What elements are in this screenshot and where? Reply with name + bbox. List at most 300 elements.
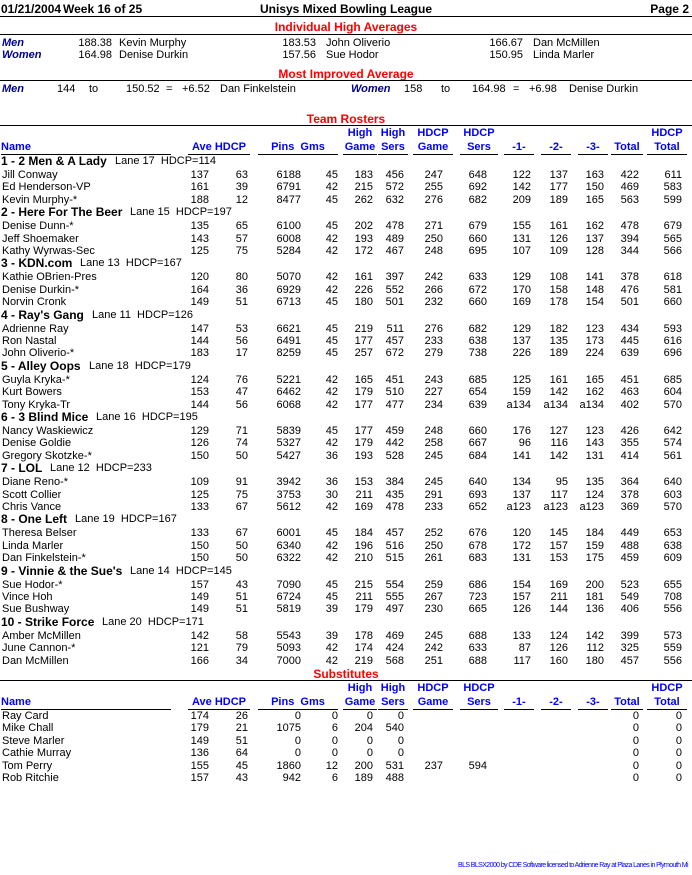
col-name-header: Name <box>1 141 31 153</box>
cell-average: 137 <box>190 169 209 181</box>
cell-game-3: 224 <box>585 347 604 360</box>
cell-game-1: 159 <box>512 386 531 399</box>
table-row <box>0 747 692 759</box>
table-row <box>0 630 692 642</box>
cell-game-3: a123 <box>579 501 604 513</box>
table-row <box>0 347 692 359</box>
cell-hdcp-series: 648 <box>468 169 487 181</box>
cell-game-1: 96 <box>518 437 531 450</box>
cell-hdcp-total: 556 <box>663 654 682 667</box>
improved-women-label: Women <box>351 83 391 95</box>
cell-player-name: Amber McMillen <box>2 629 81 642</box>
cell-player-name: Dan McMillen <box>2 654 69 667</box>
cell-games: 42 <box>325 437 338 450</box>
cell-game-1: 170 <box>512 283 531 296</box>
cell-total: 369 <box>620 501 639 513</box>
cell-hdcp-game: 234 <box>424 398 443 411</box>
high-avg-value: 183.53 <box>282 37 316 49</box>
team-name: 8 - One Left <box>1 512 68 527</box>
cell-hdcp-series: 683 <box>468 552 487 565</box>
high-avg-name: Kevin Murphy <box>119 37 187 49</box>
col-game-1-header: -1- <box>512 696 526 708</box>
cell-handicap: 43 <box>235 578 248 591</box>
cell-game-3: 123 <box>585 425 604 437</box>
cell-total: 422 <box>620 169 639 181</box>
cell-game-3: 131 <box>585 449 604 462</box>
team-name: 5 - Alley Oops <box>1 358 81 373</box>
cell-hdcp-series: 679 <box>468 220 487 233</box>
cell-games: 42 <box>325 373 338 386</box>
cell-total: 501 <box>620 296 639 309</box>
cell-high-series: 467 <box>385 245 404 257</box>
cell-pins: 6068 <box>276 398 301 411</box>
cell-high-series: 424 <box>385 642 404 655</box>
cell-hdcp-game: 245 <box>424 476 443 489</box>
high-avg-name: Linda Marler <box>533 49 595 61</box>
high-averages-title: Individual High Averages <box>274 20 418 34</box>
cell-hdcp-game: 259 <box>424 578 443 591</box>
cell-pins: 0 <box>294 710 301 722</box>
cell-hdcp-series: 640 <box>468 476 487 489</box>
cell-game-3: 143 <box>585 437 604 450</box>
table-row <box>0 552 692 564</box>
cell-game-2: 144 <box>549 603 568 616</box>
col-hdcp-game-header: Game <box>417 696 449 708</box>
cell-high-series: 572 <box>385 181 404 194</box>
cell-high-game: 0 <box>366 710 373 722</box>
team-lane-hdcp: Lane 20 HDCP=171 <box>102 615 204 628</box>
cell-games: 45 <box>325 347 338 360</box>
cell-handicap: 21 <box>235 722 248 735</box>
col-high-sers-header: Sers <box>381 696 405 708</box>
cell-hdcp-game: 267 <box>424 591 443 603</box>
col-high-game-header: Game <box>344 141 376 153</box>
team-name: 9 - Vinnie & the Sue's <box>1 563 123 578</box>
cell-hdcp-game: 291 <box>424 488 443 501</box>
cell-total: 414 <box>620 449 639 462</box>
team-name: 3 - KDN.com <box>1 256 73 271</box>
cell-pins: 5543 <box>276 629 301 642</box>
cell-hdcp-total: 583 <box>663 181 682 194</box>
cell-game-2: 126 <box>549 642 568 655</box>
cell-hdcp-series: 654 <box>468 386 487 399</box>
cell-games: 45 <box>325 169 338 181</box>
cell-high-series: 489 <box>385 232 404 245</box>
cell-hdcp-game: 242 <box>424 642 443 655</box>
cell-hdcp-game: 252 <box>424 527 443 540</box>
cell-hdcp-total: 0 <box>675 734 682 747</box>
team-lane-hdcp: Lane 14 HDCP=145 <box>130 564 232 577</box>
cell-average: 174 <box>190 710 209 722</box>
cell-game-1: 107 <box>512 245 531 257</box>
cell-high-series: 435 <box>385 488 404 501</box>
cell-handicap: 76 <box>235 373 248 386</box>
cell-game-1: 226 <box>512 347 531 360</box>
cell-pins: 0 <box>294 734 301 747</box>
table-row <box>0 735 692 747</box>
cell-games: 45 <box>325 527 338 540</box>
cell-pins: 1860 <box>276 759 301 772</box>
cell-game-3: 165 <box>585 193 604 206</box>
col-name-header: Name <box>1 696 31 708</box>
team-header <box>0 360 692 373</box>
team-lane-hdcp: Lane 12 HDCP=233 <box>50 462 152 475</box>
cell-player-name: Guyla Kryka-* <box>2 373 70 386</box>
improved-men-diff: +6.52 <box>182 83 210 95</box>
cell-hdcp-series: 738 <box>468 347 487 360</box>
cell-handicap: 64 <box>235 747 248 760</box>
cell-hdcp-total: 574 <box>663 437 682 450</box>
cell-pins: 3942 <box>276 476 301 489</box>
cell-high-game: 226 <box>354 283 373 296</box>
cell-total: 639 <box>620 347 639 360</box>
cell-handicap: 74 <box>235 437 248 450</box>
cell-high-series: 672 <box>385 347 404 360</box>
col-hdcp-sers-header-line1: HDCP <box>463 127 495 139</box>
cell-average: 179 <box>190 722 209 735</box>
cell-player-name: Kevin Murphy-* <box>2 193 78 206</box>
col-high-game-header-line1: High <box>347 682 373 694</box>
cell-game-2: 169 <box>549 578 568 591</box>
cell-total: 0 <box>632 772 639 784</box>
cell-handicap: 80 <box>235 271 248 284</box>
cell-game-2: 158 <box>549 283 568 296</box>
cell-game-2: a123 <box>543 501 568 513</box>
cell-game-1: 131 <box>512 552 531 565</box>
col-hdcp-sers-header: Sers <box>467 696 491 708</box>
cell-games: 36 <box>325 449 338 462</box>
cell-pins: 7000 <box>276 654 301 667</box>
team-header <box>0 411 692 424</box>
cell-high-game: 193 <box>354 449 373 462</box>
cell-hdcp-total: 604 <box>663 386 682 399</box>
cell-high-series: 488 <box>385 772 404 784</box>
cell-pins: 942 <box>282 772 301 784</box>
cell-handicap: 12 <box>235 193 248 206</box>
cell-player-name: Denise Dunn-* <box>2 220 74 233</box>
cell-total: 364 <box>620 476 639 489</box>
cell-total: 0 <box>632 722 639 735</box>
cell-hdcp-series: 665 <box>468 603 487 616</box>
table-row <box>0 169 692 181</box>
cell-average: 161 <box>190 181 209 194</box>
cell-pins: 5427 <box>276 449 301 462</box>
col-ave-hdcp-header: Ave HDCP <box>192 141 246 153</box>
cell-high-series: 457 <box>385 527 404 540</box>
high-avg-value: 150.95 <box>489 49 523 61</box>
cell-hdcp-total: 0 <box>675 722 682 735</box>
men-label: Men <box>2 37 24 49</box>
team-header <box>0 616 692 629</box>
cell-total: 0 <box>632 747 639 760</box>
cell-hdcp-series: 676 <box>468 527 487 540</box>
cell-hdcp-total: 0 <box>675 710 682 722</box>
cell-game-3: a134 <box>579 398 604 411</box>
cell-average: 124 <box>190 373 209 386</box>
col-high-game-header: Game <box>344 696 376 708</box>
cell-handicap: 56 <box>235 335 248 347</box>
cell-high-series: 528 <box>385 449 404 462</box>
cell-games: 6 <box>331 722 338 735</box>
cell-game-2: 161 <box>549 373 568 386</box>
cell-pins: 3753 <box>276 488 301 501</box>
cell-game-1: 142 <box>512 181 531 194</box>
cell-hdcp-series: 639 <box>468 398 487 411</box>
improved-women-to-word: to <box>441 83 451 95</box>
cell-game-3: 135 <box>585 476 604 489</box>
high-averages-rule <box>0 34 692 35</box>
cell-player-name: Denise Durkin-* <box>2 283 80 296</box>
report-date: 01/21/2004 <box>1 2 62 16</box>
cell-player-name: Diane Reno-* <box>2 476 69 489</box>
cell-pins: 6791 <box>276 181 301 194</box>
cell-hdcp-game: 233 <box>424 501 443 513</box>
cell-player-name: Sue Hodor-* <box>2 578 63 591</box>
cell-average: 155 <box>190 759 209 772</box>
col-high-sers-header-line1: High <box>380 682 406 694</box>
cell-hdcp-game: 279 <box>424 347 443 360</box>
cell-hdcp-game: 245 <box>424 629 443 642</box>
cell-hdcp-series: 682 <box>468 322 487 335</box>
high-avg-value: 188.38 <box>78 37 112 49</box>
col-game-1-header: -1- <box>512 141 526 153</box>
cell-hdcp-series: 723 <box>468 591 487 603</box>
cell-average: 153 <box>190 386 209 399</box>
cell-high-game: 161 <box>354 271 373 284</box>
cell-game-1: a134 <box>506 398 531 411</box>
cell-pins: 6100 <box>276 220 301 233</box>
cell-handicap: 47 <box>235 386 248 399</box>
table-row <box>0 489 692 501</box>
cell-hdcp-game: 258 <box>424 437 443 450</box>
cell-high-game: 184 <box>354 527 373 540</box>
team-lane-hdcp: Lane 17 HDCP=114 <box>115 155 217 167</box>
cell-pins: 8477 <box>276 193 301 206</box>
cell-hdcp-game: 255 <box>424 181 443 194</box>
cell-pins: 5093 <box>276 642 301 655</box>
cell-average: 166 <box>190 654 209 667</box>
cell-high-game: 179 <box>354 437 373 450</box>
table-row <box>0 425 692 437</box>
table-row <box>0 527 692 539</box>
cell-hdcp-total: 611 <box>664 169 682 181</box>
cell-player-name: Kathy Wyrwas-Sec <box>2 245 95 257</box>
cell-total: 523 <box>620 578 639 591</box>
col-hdcp-sers-header-line1: HDCP <box>463 682 495 694</box>
cell-hdcp-total: 616 <box>663 335 682 347</box>
cell-player-name: Scott Collier <box>2 488 62 501</box>
cell-hdcp-game: 276 <box>424 322 443 335</box>
team-header <box>0 462 692 475</box>
col-hdcp-total-header: Total <box>654 696 680 708</box>
cell-high-game: 202 <box>354 220 373 233</box>
cell-high-game: 0 <box>366 734 373 747</box>
improved-men-from: 144 <box>57 83 76 95</box>
cell-hdcp-total: 696 <box>663 347 682 360</box>
cell-game-2: 145 <box>549 527 568 540</box>
cell-average: 136 <box>190 747 209 760</box>
col-total-header: Total <box>614 141 640 153</box>
cell-high-game: 257 <box>354 347 373 360</box>
cell-game-3: 123 <box>585 322 604 335</box>
cell-games: 45 <box>325 425 338 437</box>
table-row <box>0 501 692 513</box>
cell-player-name: Tony Kryka-Tr <box>2 398 71 411</box>
improved-men-name: Dan Finkelstein <box>220 83 296 95</box>
cell-game-3: 163 <box>585 169 604 181</box>
cell-total: 402 <box>620 398 639 411</box>
cell-handicap: 53 <box>235 322 248 335</box>
cell-hdcp-total: 599 <box>663 193 682 206</box>
cell-game-3: 124 <box>585 488 604 501</box>
cell-games: 45 <box>325 322 338 335</box>
cell-hdcp-series: 672 <box>468 283 487 296</box>
cell-high-series: 632 <box>385 193 404 206</box>
cell-game-2: 117 <box>550 488 568 501</box>
cell-high-game: 179 <box>354 386 373 399</box>
cell-high-game: 178 <box>354 629 373 642</box>
cell-hdcp-total: 642 <box>663 425 682 437</box>
cell-game-1: 117 <box>513 654 531 667</box>
team-lane-hdcp: Lane 19 HDCP=167 <box>75 513 177 526</box>
cell-game-3: 128 <box>585 245 604 257</box>
cell-game-1: 169 <box>512 296 531 309</box>
cell-high-game: 219 <box>354 654 373 667</box>
cell-total: 0 <box>632 734 639 747</box>
cell-player-name: Sue Bushway <box>2 603 70 616</box>
cell-game-3: 136 <box>585 603 604 616</box>
cell-player-name: Dan Finkelstein-* <box>2 552 86 565</box>
cell-total: 549 <box>620 591 639 603</box>
cell-hdcp-series: 688 <box>468 654 487 667</box>
cell-hdcp-total: 566 <box>663 245 682 257</box>
team-lane-hdcp: Lane 16 HDCP=195 <box>96 411 198 423</box>
cell-high-series: 0 <box>397 747 404 760</box>
cell-player-name: Kurt Bowers <box>2 386 62 399</box>
cell-player-name: Adrienne Ray <box>2 322 69 335</box>
cell-average: 150 <box>190 449 209 462</box>
table-row <box>0 579 692 591</box>
cell-pins: 5819 <box>276 603 301 616</box>
cell-game-3: 180 <box>585 654 604 667</box>
cell-high-series: 515 <box>385 552 404 565</box>
cell-games: 42 <box>325 552 338 565</box>
cell-hdcp-total: 640 <box>663 476 682 489</box>
cell-high-game: 183 <box>354 169 373 181</box>
cell-hdcp-series: 660 <box>468 232 487 245</box>
cell-high-series: 457 <box>385 335 404 347</box>
cell-hdcp-game: 232 <box>424 296 443 309</box>
cell-high-series: 442 <box>385 437 404 450</box>
cell-games: 0 <box>331 734 338 747</box>
cell-pins: 6001 <box>276 527 301 540</box>
col-pins-gms-header: Pins Gms <box>271 696 325 708</box>
cell-player-name: Gregory Skotzke-* <box>2 449 92 462</box>
table-row <box>0 722 692 734</box>
cell-game-1: 154 <box>512 578 531 591</box>
cell-total: 459 <box>620 552 639 565</box>
cell-high-series: 501 <box>385 296 404 309</box>
cell-high-series: 568 <box>385 654 404 667</box>
cell-hdcp-game: 230 <box>424 603 443 616</box>
high-avg-name: Denise Durkin <box>119 49 189 61</box>
cell-average: 133 <box>190 501 209 513</box>
cell-game-3: 148 <box>585 283 604 296</box>
cell-average: 149 <box>190 591 209 603</box>
cell-game-1: 126 <box>512 603 531 616</box>
cell-hdcp-total: 561 <box>663 449 682 462</box>
cell-hdcp-game: 271 <box>424 220 443 233</box>
team-header <box>0 257 692 270</box>
cell-pins: 1075 <box>276 722 301 735</box>
cell-high-game: 211 <box>355 591 373 603</box>
cell-game-2: 109 <box>549 245 568 257</box>
cell-total: 344 <box>620 245 639 257</box>
team-name: 2 - Here For The Beer <box>1 205 123 220</box>
cell-game-1: a123 <box>506 501 531 513</box>
cell-hdcp-game: 248 <box>424 245 443 257</box>
cell-average: 183 <box>190 347 209 360</box>
cell-handicap: 26 <box>235 710 248 722</box>
cell-hdcp-total: 708 <box>663 591 682 603</box>
cell-high-series: 497 <box>385 603 404 616</box>
cell-games: 45 <box>325 578 338 591</box>
cell-game-3: 141 <box>585 271 604 284</box>
cell-high-series: 456 <box>385 169 404 181</box>
cell-high-series: 555 <box>385 591 404 603</box>
cell-game-1: 134 <box>512 476 531 489</box>
team-rosters-title: Team Rosters <box>306 112 386 126</box>
col-game-2-header: -2- <box>549 141 563 153</box>
cell-total: 434 <box>620 322 639 335</box>
col-hdcp-game-header-line1: HDCP <box>417 682 449 694</box>
cell-game-2: 178 <box>549 296 568 309</box>
cell-handicap: 51 <box>235 591 248 603</box>
cell-game-3: 200 <box>585 578 604 591</box>
most-improved-rule <box>0 80 692 81</box>
cell-hdcp-total: 685 <box>663 373 682 386</box>
cell-game-2: a134 <box>543 398 568 411</box>
high-avg-value: 157.56 <box>282 49 316 61</box>
col-high-game-header-line1: High <box>347 127 373 139</box>
improved-women-from: 158 <box>404 83 423 95</box>
cell-hdcp-series: 692 <box>468 181 487 194</box>
table-row <box>0 284 692 296</box>
cell-game-3: 165 <box>585 373 604 386</box>
cell-high-series: 554 <box>385 578 404 591</box>
team-header <box>0 155 692 168</box>
cell-high-series: 540 <box>385 722 404 735</box>
cell-total: 378 <box>620 271 639 284</box>
cell-pins: 5327 <box>276 437 301 450</box>
cell-game-3: 173 <box>585 335 604 347</box>
cell-hdcp-game: 247 <box>424 169 443 181</box>
cell-game-2: 127 <box>549 425 568 437</box>
cell-player-name: Norvin Cronk <box>2 296 67 309</box>
cell-average: 129 <box>190 425 209 437</box>
cell-games: 45 <box>325 220 338 233</box>
cell-game-3: 184 <box>585 527 604 540</box>
table-row <box>0 194 692 206</box>
table-row <box>0 233 692 245</box>
cell-average: 150 <box>190 552 209 565</box>
cell-hdcp-total: 559 <box>663 642 682 655</box>
cell-high-game: 262 <box>354 193 373 206</box>
cell-average: 142 <box>190 629 209 642</box>
team-lane-hdcp: Lane 15 HDCP=197 <box>130 206 232 219</box>
cell-game-1: 87 <box>518 642 531 655</box>
cell-handicap: 56 <box>235 398 248 411</box>
